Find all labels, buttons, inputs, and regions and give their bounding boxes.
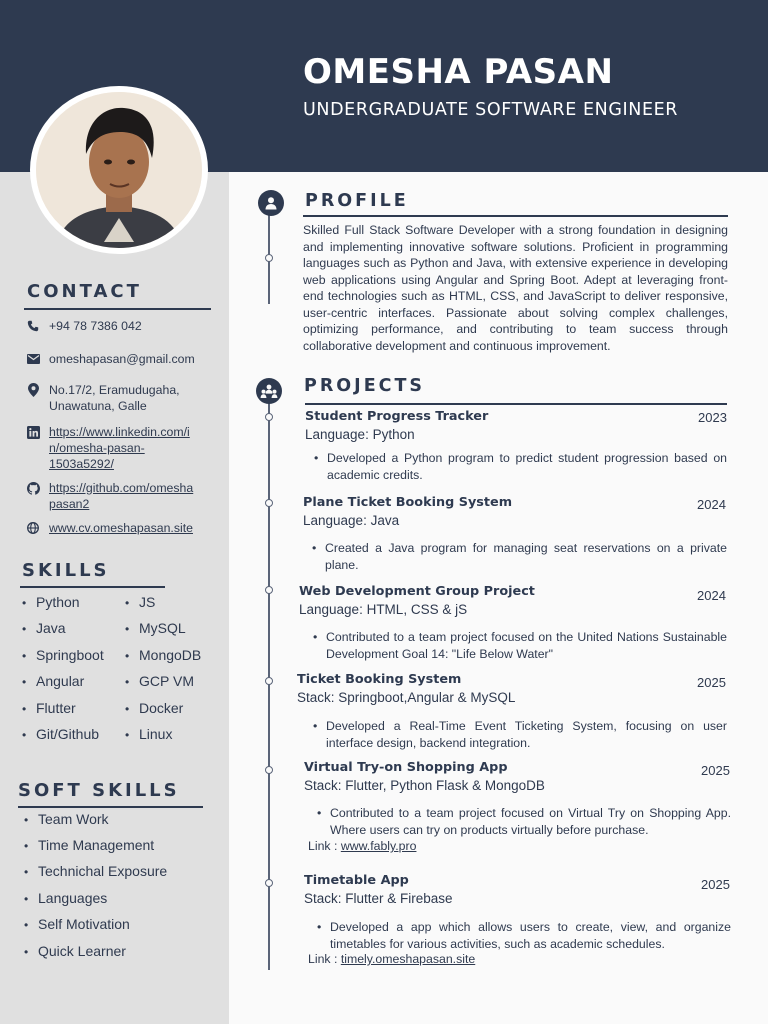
github-line-2[interactable]: pasan2 (49, 497, 90, 511)
skill-item: • Docker (125, 700, 183, 716)
project-description: • Contributed to a team project focused on the United Nations Sustainable Development Goal 14: "Life Below Water" (326, 629, 727, 662)
project-title: Virtual Try-on Shopping App (304, 760, 508, 775)
project-language: Language: HTML, CSS & jS (299, 602, 468, 617)
profile-heading: PROFILE (305, 191, 409, 211)
globe-icon (24, 521, 42, 535)
soft-skill-item: • Team Work (24, 811, 109, 827)
skill-item: • JS (125, 594, 155, 610)
contact-website[interactable] (24, 520, 193, 536)
contact-email[interactable] (24, 351, 195, 367)
project-title: Ticket Booking System (297, 672, 462, 687)
project-url[interactable]: www.fably.pro (340, 839, 417, 853)
phone-text: +94 78 7386 042 (49, 319, 142, 333)
skill-item: • MySQL (125, 620, 186, 636)
github-line-1[interactable]: https://github.com/omesha (49, 481, 194, 495)
project-year: 2023 (698, 410, 727, 425)
soft-skill-item: • Time Management (24, 837, 154, 853)
skills-divider (20, 586, 165, 588)
team-icon (256, 378, 282, 404)
contact-divider (24, 308, 211, 310)
candidate-role: UNDERGRADUATE SOFTWARE ENGINEER (303, 100, 679, 120)
timeline-node (265, 879, 273, 887)
timeline-node (265, 677, 273, 685)
skills-heading: SKILLS (22, 560, 110, 581)
project-description: • Developed a Python program to predict student progression based on academic credits. (327, 450, 727, 483)
contact-linkedin[interactable] (24, 424, 190, 472)
project-stack: Stack: Flutter, Python Flask & MongoDB (304, 778, 545, 793)
skill-item: • Git/Github (22, 726, 99, 742)
location-pin-icon (24, 383, 42, 397)
timeline-node (265, 766, 273, 774)
email-text[interactable]: omeshapasan@gmail.com (49, 352, 195, 366)
soft-skills-divider (18, 806, 203, 808)
contact-heading: CONTACT (27, 281, 142, 302)
timeline-node (265, 413, 273, 421)
project-title: Web Development Group Project (299, 584, 535, 599)
skill-item: • Springboot (22, 647, 104, 663)
project-stack: Stack: Flutter & Firebase (304, 891, 453, 906)
address-line-2: Unawatuna, Galle (49, 399, 147, 413)
address-line-1: No.17/2, Eramudugaha, (49, 383, 180, 397)
linkedin-line-2[interactable]: n/omesha-pasan- (49, 441, 145, 455)
skill-item: • Python (22, 594, 80, 610)
timeline-node (265, 254, 273, 262)
project-link[interactable]: Link : www.fably.pro (308, 839, 417, 853)
contact-address (24, 382, 180, 414)
profile-divider (303, 215, 728, 217)
skill-item: • Flutter (22, 700, 76, 716)
website-text[interactable]: www.cv.omeshapasan.site (49, 521, 193, 535)
project-link[interactable]: Link : timely.omeshapasan.site (308, 952, 476, 966)
project-stack: Stack: Springboot,Angular & MySQL (297, 690, 516, 705)
contact-phone (24, 318, 142, 334)
skill-item: • Linux (125, 726, 172, 742)
project-year: 2024 (697, 588, 726, 603)
projects-heading: PROJECTS (304, 376, 426, 396)
phone-icon (24, 319, 42, 333)
skill-item: • GCP VM (125, 673, 194, 689)
project-title: Plane Ticket Booking System (303, 495, 513, 510)
profile-summary: Skilled Full Stack Software Developer with a strong foundation in designing and implementing innovative software solutions. Proficient in programming languages such as Python and Java, with extensive experience in developing web applications using Angular and Spring Boot. Adept at leveraging front-end technologies such as HTML, CSS, and JavaScript to deliver responsive, user-centric interfaces. Passionate about solving complex challenges, optimizing performance, and contributing to team success through collaborative development and continuous improvement. (303, 223, 728, 353)
soft-skill-item: • Technichal Exposure (24, 863, 167, 879)
github-icon (24, 481, 42, 495)
contact-github[interactable] (24, 480, 193, 512)
project-year: 2025 (701, 877, 730, 892)
project-year: 2025 (697, 675, 726, 690)
project-description: • Developed a app which allows users to create, view, and organize timetables for various activities, such as academic schedules. (330, 919, 731, 952)
project-description: • Developed a Real-Time Event Ticketing System, focusing on user interface design, backend integration. (326, 718, 727, 751)
project-language: Language: Java (303, 513, 400, 528)
projects-divider (305, 403, 727, 405)
timeline-node (265, 499, 273, 507)
skill-item: • Java (22, 620, 66, 636)
soft-skill-item: • Self Motivation (24, 916, 130, 932)
timeline-node (265, 586, 273, 594)
project-title: Timetable App (304, 873, 409, 888)
linkedin-line-1[interactable]: https://www.linkedin.com/i (49, 425, 190, 439)
person-icon (258, 190, 284, 216)
skill-item: • MongoDB (125, 647, 201, 663)
linkedin-line-3[interactable]: 1503a5292/ (49, 457, 114, 471)
candidate-name: OMESHA PASAN (303, 52, 614, 92)
soft-skill-item: • Quick Learner (24, 943, 126, 959)
project-description: • Contributed to a team project focused on Virtual Try on Shopping App. Where users can try on products virtually before purchase. (330, 805, 731, 838)
mail-icon (24, 352, 42, 366)
linkedin-icon (24, 425, 42, 439)
skill-item: • Angular (22, 673, 84, 689)
project-url[interactable]: timely.omeshapasan.site (340, 952, 476, 966)
soft-skills-heading: SOFT SKILLS (18, 780, 180, 801)
project-year: 2024 (697, 497, 726, 512)
profile-photo (30, 86, 208, 254)
soft-skill-continuation: • Languages (24, 890, 107, 906)
project-language: Language: Python (305, 427, 415, 442)
project-year: 2025 (701, 763, 730, 778)
project-description: • Created a Java program for managing seat reservations on a private plane. (325, 540, 727, 573)
project-title: Student Progress Tracker (305, 409, 489, 424)
